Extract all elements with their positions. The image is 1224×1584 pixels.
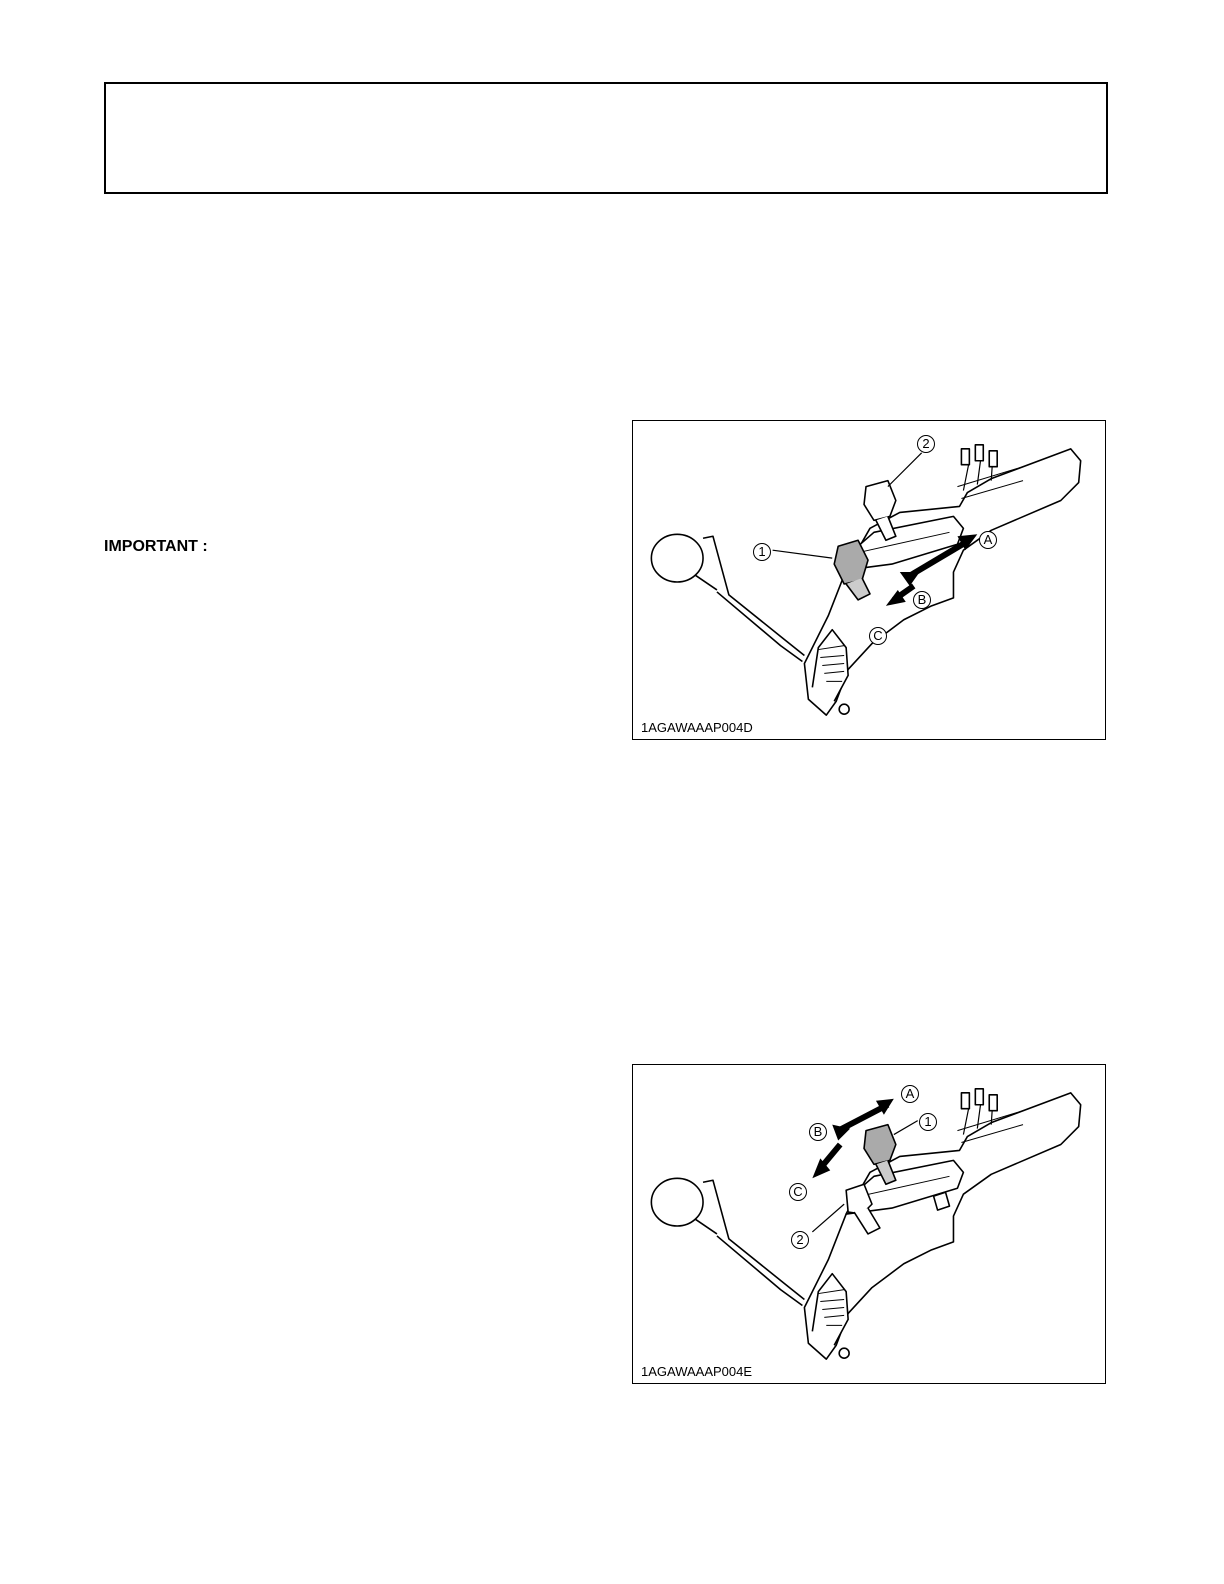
callout-1: 1 (753, 543, 771, 561)
header-box (104, 82, 1108, 194)
callout-b: B (809, 1123, 827, 1141)
callout-c: C (789, 1183, 807, 1201)
lever-illustration-1 (633, 421, 1105, 739)
figure-lever-diagram-2 (632, 1064, 1106, 1384)
callout-2: 2 (917, 435, 935, 453)
important-label: IMPORTANT : (104, 538, 208, 555)
callout-a: A (901, 1085, 919, 1103)
callout-1: 1 (919, 1113, 937, 1131)
callout-c: C (869, 627, 887, 645)
lever-illustration-2 (633, 1065, 1105, 1383)
figure-code: 1AGAWAAAP004E (641, 1364, 753, 1379)
figure-lever-diagram-1 (632, 420, 1106, 740)
figure-code: 1AGAWAAAP004D (641, 720, 753, 735)
callout-a: A (979, 531, 997, 549)
callout-2: 2 (791, 1231, 809, 1249)
callout-b: B (913, 591, 931, 609)
